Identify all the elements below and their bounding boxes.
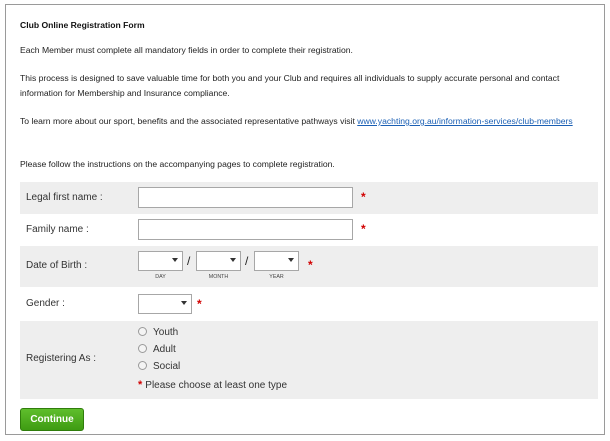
first-name-row — [20, 182, 598, 214]
family-name-input[interactable] — [138, 219, 353, 240]
gender-row — [20, 287, 598, 321]
registration-form-panel — [5, 4, 605, 435]
dob-month-select[interactable] — [196, 251, 241, 271]
required-asterisk: * — [361, 190, 366, 204]
registering-as-row — [20, 321, 598, 399]
first-name-label: Legal first name : — [26, 192, 103, 203]
continue-button[interactable]: Continue — [20, 408, 84, 431]
dob-day-caption: DAY — [155, 274, 166, 280]
radio-option-adult[interactable] — [138, 344, 176, 355]
dob-year-select[interactable] — [254, 251, 299, 271]
radio-option-social[interactable] — [138, 361, 180, 372]
radio-label-adult: Adult — [153, 344, 176, 355]
required-asterisk: * — [308, 258, 313, 272]
family-name-row — [20, 214, 598, 246]
radio-label-youth: Youth — [153, 327, 179, 338]
chevron-down-icon — [288, 258, 294, 262]
radio-icon[interactable] — [138, 327, 147, 336]
intro-mandatory: Each Member must complete all mandatory fields in order to complete their registration. — [20, 45, 353, 55]
first-name-input[interactable] — [138, 187, 353, 208]
chevron-down-icon — [230, 258, 236, 262]
required-asterisk: * — [197, 297, 202, 311]
chevron-down-icon — [172, 258, 178, 262]
radio-icon[interactable] — [138, 344, 147, 353]
intro-instructions: Please follow the instructions on the accompanying pages to complete registration. — [20, 159, 335, 169]
learn-more-text: To learn more about our sport, benefits and the associated representative pathways visit — [20, 116, 358, 126]
dob-separator: / — [187, 254, 191, 268]
dob-group — [138, 251, 328, 285]
required-asterisk: * — [138, 379, 143, 391]
dob-day-select[interactable] — [138, 251, 183, 271]
dob-year-caption: YEAR — [269, 274, 284, 280]
intro-process: This process is designed to save valuable time for both you and your Club and requires all individuals to supply accurate personal and contact information for Membership and Insurance compliance. — [20, 73, 560, 98]
dob-row — [20, 246, 598, 287]
registering-as-label: Registering As : — [26, 353, 97, 364]
registration-type-note — [138, 379, 287, 391]
dob-separator: / — [245, 254, 249, 268]
chevron-down-icon — [181, 301, 187, 305]
yachting-link[interactable]: www.yachting.org.au/information-services/club-members — [357, 116, 573, 126]
radio-icon[interactable] — [138, 361, 147, 370]
gender-label: Gender : — [26, 298, 65, 309]
gender-select[interactable] — [138, 294, 192, 314]
dob-label: Date of Birth : — [26, 260, 88, 271]
family-name-label: Family name : — [26, 224, 89, 235]
dob-month-caption: MONTH — [208, 274, 229, 280]
radio-option-youth[interactable] — [138, 327, 178, 338]
form-title: Club Online Registration Form — [20, 20, 145, 30]
intro-learn-more — [20, 114, 590, 129]
registration-type-note-text: Please choose at least one type — [145, 380, 288, 391]
required-asterisk: * — [361, 222, 366, 236]
radio-label-social: Social — [153, 361, 181, 372]
